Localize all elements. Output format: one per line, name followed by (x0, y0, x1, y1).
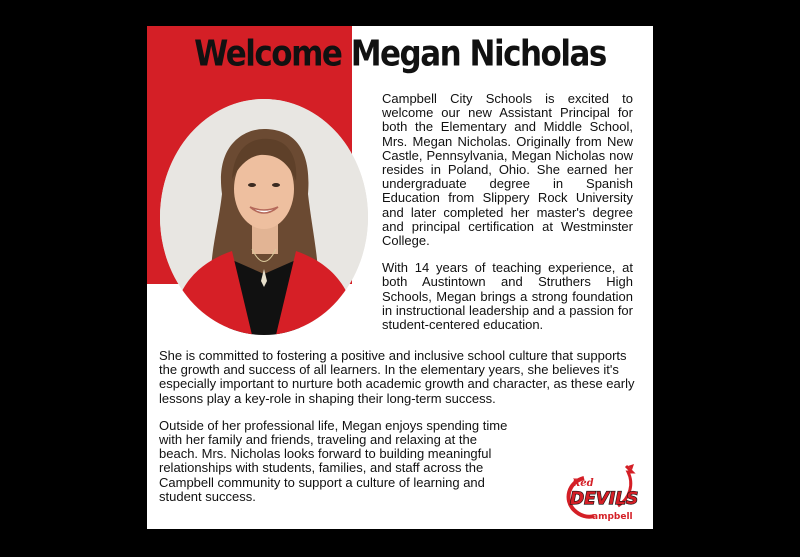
red-devils-logo (562, 464, 644, 522)
page-title: Welcome Megan Nicholas (194, 33, 606, 75)
red-devils-logo-graphic (562, 464, 644, 522)
welcome-card (147, 26, 653, 529)
paragraph-personal: Outside of her professional life, Megan enjoys spending time with her family and friends, traveling and relaxing at the beach. Mrs. Nicholas looks forward to building meaningful relationships with students, families, and staff across the Campbell community to support a culture of learning and student success. (159, 417, 508, 504)
paragraph-experience: With 14 years of teaching experience, at both Austintown and Struthers High Schools, Megan brings a strong foundation in instructional leadership and a passion for student-centered education. (382, 260, 633, 333)
paragraph-culture: She is committed to fostering a positive and inclusive school culture that supports the growth and success of all learners. In the elementary years, she believes it's especially important to nurture both academic growth and character, as these early lessons play a key-role in shaping their long-term success. (159, 348, 635, 406)
logo-main-text: DEVILS (570, 489, 639, 509)
portrait-illustration (160, 99, 368, 335)
logo-script-text: Red (572, 478, 594, 489)
portrait-photo (160, 99, 368, 335)
intro-text-column (382, 92, 633, 345)
logo-sub-text: ampbell (592, 512, 633, 522)
paragraph-intro: Campbell City Schools is excited to welcome our new Assistant Principal for both the Elementary and Middle School, Mrs. Megan Nicholas. Originally from New Castle, Pennsylvania, Megan Nicholas now resides in Poland, Ohio. She earned her undergraduate degree in Spanish Education from Slippery Rock University and later completed her master's degree and principal certification at Westminster College. (382, 91, 633, 249)
